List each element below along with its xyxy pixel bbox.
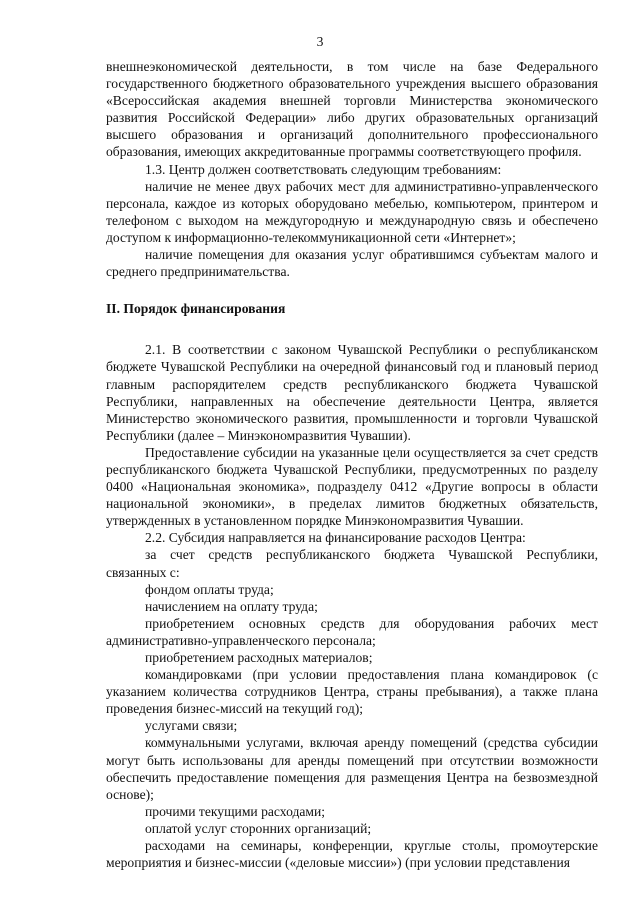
paragraph: за счет средств республиканского бюджета Чувашской Республики, связанных с: [106,547,598,580]
list-item: фондом оплаты труда; [145,581,274,597]
list-item: командировками (при условии предоставления плана командировок (с указанием количества сотрудников Центра, страны пребывания), а также плана проведения бизнес-миссий на текущий год); [106,667,598,717]
list-item: начислением на оплату труда; [145,598,318,614]
page-number: 3 [316,34,324,49]
paragraph: наличие помещения для оказания услуг обратившимся субъектам малого и среднего предпринимательства. [106,247,598,280]
paragraph: внешнеэкономической деятельности, в том числе на базе Федерального государственного бюджетного образовательного учреждения высшего образования «Всероссийская академия внешней торговли Министерства экономического развития Российской Федерации» либо других образовательных организаций высшего образования и организаций дополнительного профессионального образования, имеющих аккредитованные программы соответствующего профиля. [106,59,598,160]
paragraph: Предоставление субсидии на указанные цели осуществляется за счет средств республиканского бюджета Чувашской Республики, предусмотренных по разделу 0400 «Национальная экономика», подразделу 0412 «Другие вопросы в области национальной экономики», в пределах лимитов бюджетных обязательств, утвержденных в установленном порядке Минэкономразвития Чувашии. [106,444,598,529]
paragraph: 1.3. Центр должен соответствовать следующим требованиям: [145,161,502,177]
list-item: прочими текущими расходами; [145,803,326,819]
list-item: приобретением расходных материалов; [145,650,373,665]
document-body [106,58,598,871]
paragraph: 2.2. Субсидия направляется на финансирование расходов Центра: [145,530,526,546]
list-item: расходами на семинары, конференции, круглые столы, промоутерские мероприятия и бизнес-миссии («деловые миссии») (при условии представления [106,838,598,871]
list-item: приобретением основных средств для оборудования рабочих мест административно-управленческого персонала; [106,615,598,648]
list-item: оплатой услуг сторонних организаций; [145,820,372,836]
list-item: коммунальными услугами, включая аренду помещений (средства субсидии могут быть использованы для аренды помещений при отсутствии возможности обеспечить предоставление помещения для размещения Центра на безвозмездной основе); [106,735,598,802]
list-item: услугами связи; [145,718,238,734]
paragraph: наличие не менее двух рабочих мест для административно-управленческого персонала, каждое из которых оборудовано мебелью, компьютером, принтером и телефоном с выходом на междугородную и международную связь и обеспечено доступом к информационно-телекоммуникационной сети «Интернет»; [106,178,598,245]
section-heading: II. Порядок финансирования [106,301,286,317]
paragraph: 2.1. В соответствии с законом Чувашской Республики о республиканском бюджете Чувашской Республики на очередной финансовый год и плановый период главным распорядителем средств республиканского бюджета Чувашской Республики, направленных на обеспечение деятельности Центра, является Министерство экономического развития, промышленности и торговли Чувашской Республики (далее – Минэкономразвития Чувашии). [106,342,598,443]
